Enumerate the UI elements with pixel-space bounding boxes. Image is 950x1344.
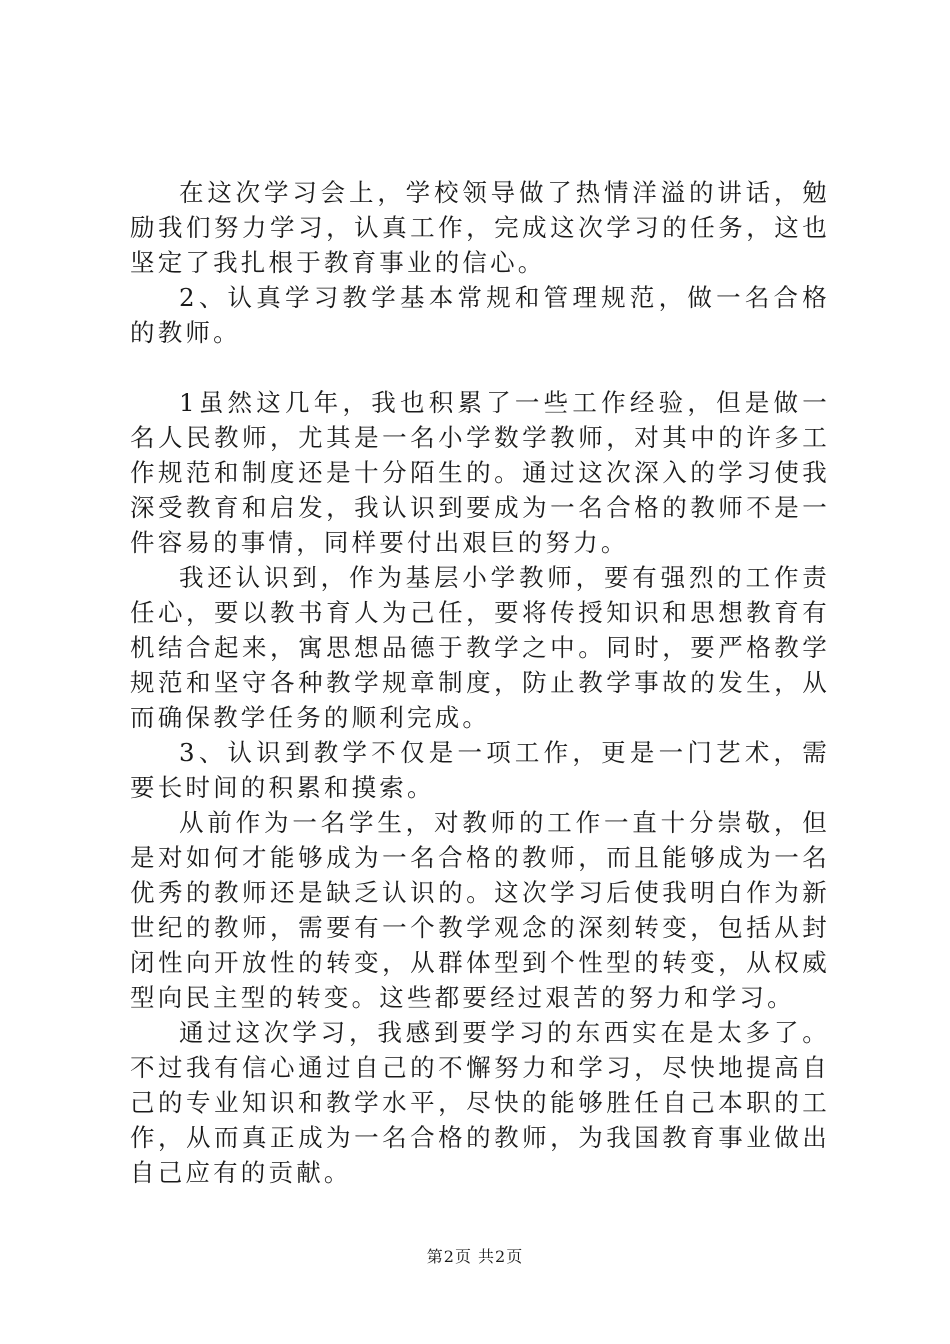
paragraph-4: 我还认识到，作为基层小学教师，要有强烈的工作责任心，要以教书育人为己任，要将传授知识和思想教育有机结合起来，寓思想品德于教学之中。同时，要严格教学规范和坚守各种教学规章制度，防止教学事故的发生，从而确保教学任务的顺利完成。	[130, 563, 830, 732]
document-body	[130, 175, 830, 1190]
section-heading-3: 3、认识到教学不仅是一项工作，更是一门艺术，需要长时间的积累和摸索。	[130, 738, 830, 802]
page-number-footer: 第2页 共2页	[426, 1247, 524, 1266]
paragraph-1: 在这次学习会上，学校领导做了热情洋溢的讲话，勉励我们努力学习，认真工作，完成这次学习的任务，这也坚定了我扎根于教育事业的信心。	[130, 178, 830, 277]
paragraph-7: 通过这次学习，我感到要学习的东西实在是太多了。不过我有信心通过自己的不懈努力和学习，尽快地提高自己的专业知识和教学水平，尽快的能够胜任自己本职的工作，从而真正成为一名合格的教师，为我国教育事业做出自己应有的贡献。	[130, 1018, 830, 1187]
paragraph-3: 1虽然这几年，我也积累了一些工作经验，但是做一名人民教师，尤其是一名小学数学教师，对其中的许多工作规范和制度还是十分陌生的。通过这次深入的学习使我深受教育和启发，我认识到要成为一名合格的教师不是一件容易的事情，同样要付出艰巨的努力。	[130, 388, 830, 557]
paragraph-6: 从前作为一名学生，对教师的工作一直十分崇敬，但是对如何才能够成为一名合格的教师，而且能够成为一名优秀的教师还是缺乏认识的。这次学习后使我明白作为新世纪的教师，需要有一个教学观念的深刻转变，包括从封闭性向开放性的转变，从群体型到个性型的转变，从权威型向民主型的转变。这些都要经过艰苦的努力和学习。	[130, 808, 830, 1012]
section-heading-2: 2、认真学习教学基本常规和管理规范，做一名合格的教师。	[130, 283, 830, 347]
